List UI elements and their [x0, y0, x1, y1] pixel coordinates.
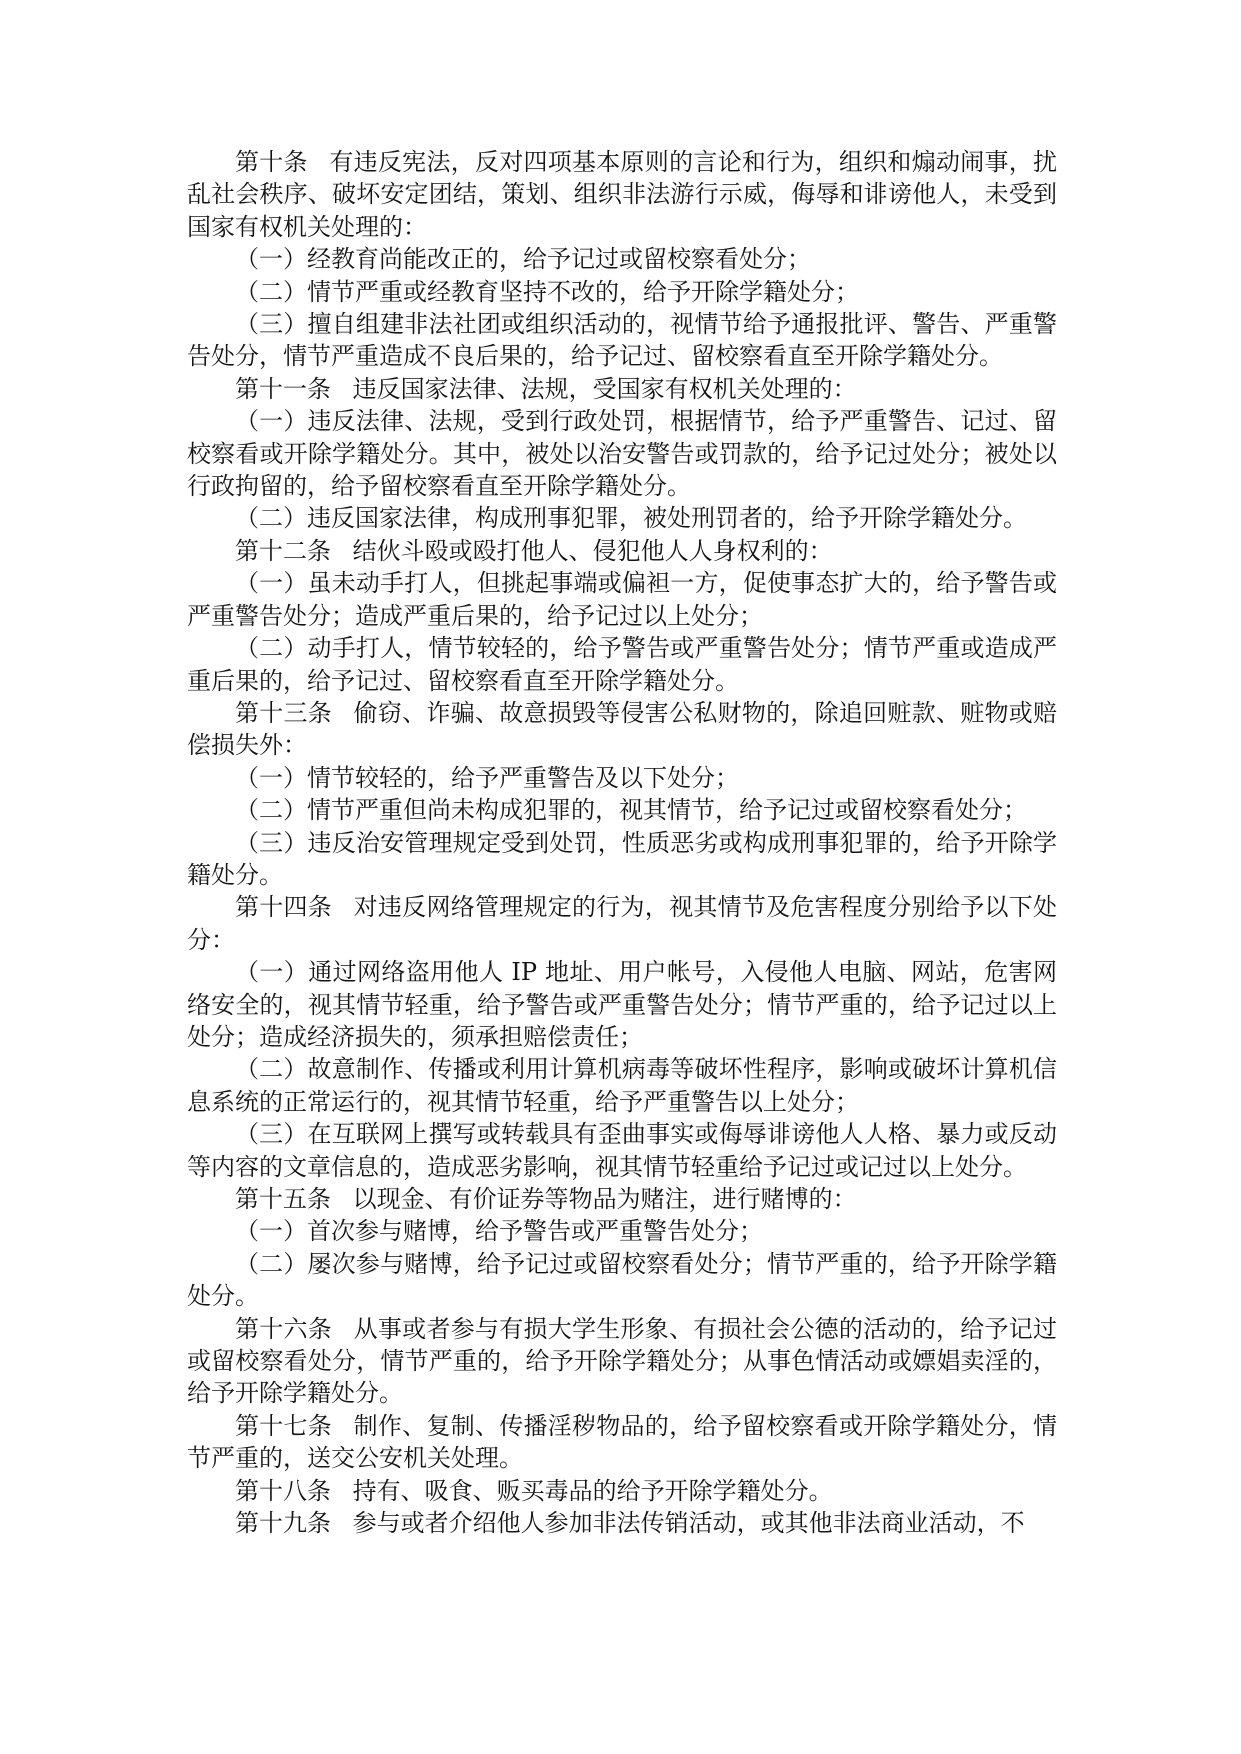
clause-paragraph [187, 632, 1057, 697]
article-13 [187, 697, 1057, 762]
clause-paragraph [187, 567, 1057, 632]
article-17 [187, 1410, 1057, 1475]
clause-paragraph [187, 956, 1057, 1053]
article-10 [187, 146, 1057, 243]
article-number: 第十四条 [235, 893, 333, 922]
article-number: 第十八条 [235, 1476, 331, 1505]
clause-text: （一）通过网络盗用他人 IP 地址、用户帐号，入侵他人电脑、网站，危害网络安全的，视其情节轻重，给予警告或严重警告处分；情节严重的，给予记过以上处分；造成经济损失的，须承担赔偿责任； [187, 958, 1057, 1051]
clause-text: （三）在互联网上撰写或转载具有歪曲事实或侮辱诽谤他人人格、暴力或反动等内容的文章信息的，造成恶劣影响，视其情节轻重给予记过或记过以上处分。 [187, 1120, 1057, 1181]
document-body [187, 146, 1057, 1539]
article-text: 偷窃、诈骗、故意损毁等侵害公私财物的，除追回赃款、赃物或赔偿损失外： [187, 698, 1058, 760]
article-12 [187, 535, 1057, 567]
clause-paragraph [187, 502, 1057, 534]
article-number: 第十五条 [235, 1185, 331, 1213]
clause-text: （二）动手打人，情节较轻的，给予警告或严重警告处分；情节严重或造成严重后果的，给予记过、留校察看直至开除学籍处分。 [187, 634, 1057, 695]
article-text: 对违反网络管理规定的行为，视其情节及危害程度分别给予以下处分： [187, 893, 1058, 954]
article-19 [187, 1507, 1057, 1539]
article-number: 第十七条 [235, 1411, 333, 1440]
clause-paragraph [187, 1215, 1057, 1247]
article-text: 制作、复制、传播淫秽物品的，给予留校察看或开除学籍处分，情节严重的，送交公安机关处理。 [187, 1411, 1058, 1473]
clause-text: （三）擅自组建非法社团或组织活动的，视情节给予通报批评、警告、严重警告处分，情节严重造成不良后果的，给予记过、留校察看直至开除学籍处分。 [187, 310, 1057, 371]
article-16 [187, 1313, 1057, 1410]
clause-paragraph [187, 1118, 1057, 1183]
clause-paragraph [187, 405, 1057, 502]
clause-text: （二）屡次参与赌博，给予记过或留校察看处分；情节严重的，给予开除学籍处分。 [187, 1249, 1057, 1311]
article-text: 有违反宪法，反对四项基本原则的言论和行为，组织和煽动闹事，扰乱社会秩序、破坏安定团结，策划、组织非法游行示威，侮辱和诽谤他人，未受到国家有权机关处理的： [187, 148, 1058, 241]
article-number: 第十二条 [235, 536, 331, 565]
article-14 [187, 891, 1057, 956]
clause-text: （三）违反治安管理规定受到处罚，性质恶劣或构成刑事犯罪的，给予开除学籍处分。 [187, 828, 1057, 889]
clause-paragraph [187, 276, 1057, 308]
clause-text: （一）情节较轻的，给予严重警告及以下处分； [235, 763, 739, 792]
clause-paragraph [187, 1248, 1057, 1313]
clause-paragraph [187, 243, 1057, 275]
clause-text: （一）经教育尚能改正的，给予记过或留校察看处分； [235, 245, 811, 274]
article-11 [187, 373, 1057, 405]
clause-text: （二）情节严重或经教育坚持不改的，给予开除学籍处分； [235, 277, 859, 306]
article-text: 从事或者参与有损大学生形象、有损社会公德的活动的，给予记过或留校察看处分，情节严重的，给予开除学籍处分；从事色情活动或嫖娼卖淫的，给予开除学籍处分。 [187, 1314, 1058, 1408]
clause-text: （二）违反国家法律，构成刑事犯罪，被处刑罚者的，给予开除学籍处分。 [235, 504, 1027, 533]
clause-text: （一）虽未动手打人，但挑起事端或偏袒一方，促使事态扩大的，给予警告或严重警告处分；造成严重后果的，给予记过以上处分； [187, 569, 1057, 630]
article-number: 第十一条 [235, 374, 331, 403]
clause-text: （二）情节严重但尚未构成犯罪的，视其情节，给予记过或留校察看处分； [235, 796, 1027, 825]
clause-paragraph [187, 308, 1057, 373]
clause-paragraph [187, 794, 1057, 826]
clause-paragraph [187, 827, 1057, 892]
article-text: 参与或者介绍他人参加非法传销活动，或其他非法商业活动，不 [352, 1509, 1025, 1538]
article-text: 以现金、有价证券等物品为赌注，进行赌博的： [352, 1185, 857, 1213]
article-number: 第十九条 [235, 1509, 331, 1538]
article-18 [187, 1475, 1057, 1507]
article-text: 违反国家法律、法规，受国家有权机关处理的： [352, 374, 857, 403]
article-text: 结伙斗殴或殴打他人、侵犯他人人身权利的： [352, 536, 833, 565]
clause-paragraph [187, 762, 1057, 794]
clause-paragraph [187, 1053, 1057, 1118]
article-15 [187, 1183, 1057, 1215]
article-number: 第十六条 [235, 1314, 333, 1343]
article-number: 第十三条 [235, 698, 333, 727]
article-text: 持有、吸食、贩买毒品的给予开除学籍处分。 [352, 1476, 833, 1505]
clause-text: （二）故意制作、传播或利用计算机病毒等破坏性程序，影响或破坏计算机信息系统的正常运行的，视其情节轻重，给予严重警告以上处分； [187, 1055, 1057, 1116]
clause-text: （一）首次参与赌博，给予警告或严重警告处分； [235, 1217, 763, 1246]
clause-text: （一）违反法律、法规，受到行政处罚，根据情节，给予严重警告、记过、留校察看或开除学籍处分。其中，被处以治安警告或罚款的，给予记过处分；被处以行政拘留的，给予留校察看直至开除学籍处分。 [187, 407, 1057, 501]
article-number: 第十条 [235, 148, 308, 176]
